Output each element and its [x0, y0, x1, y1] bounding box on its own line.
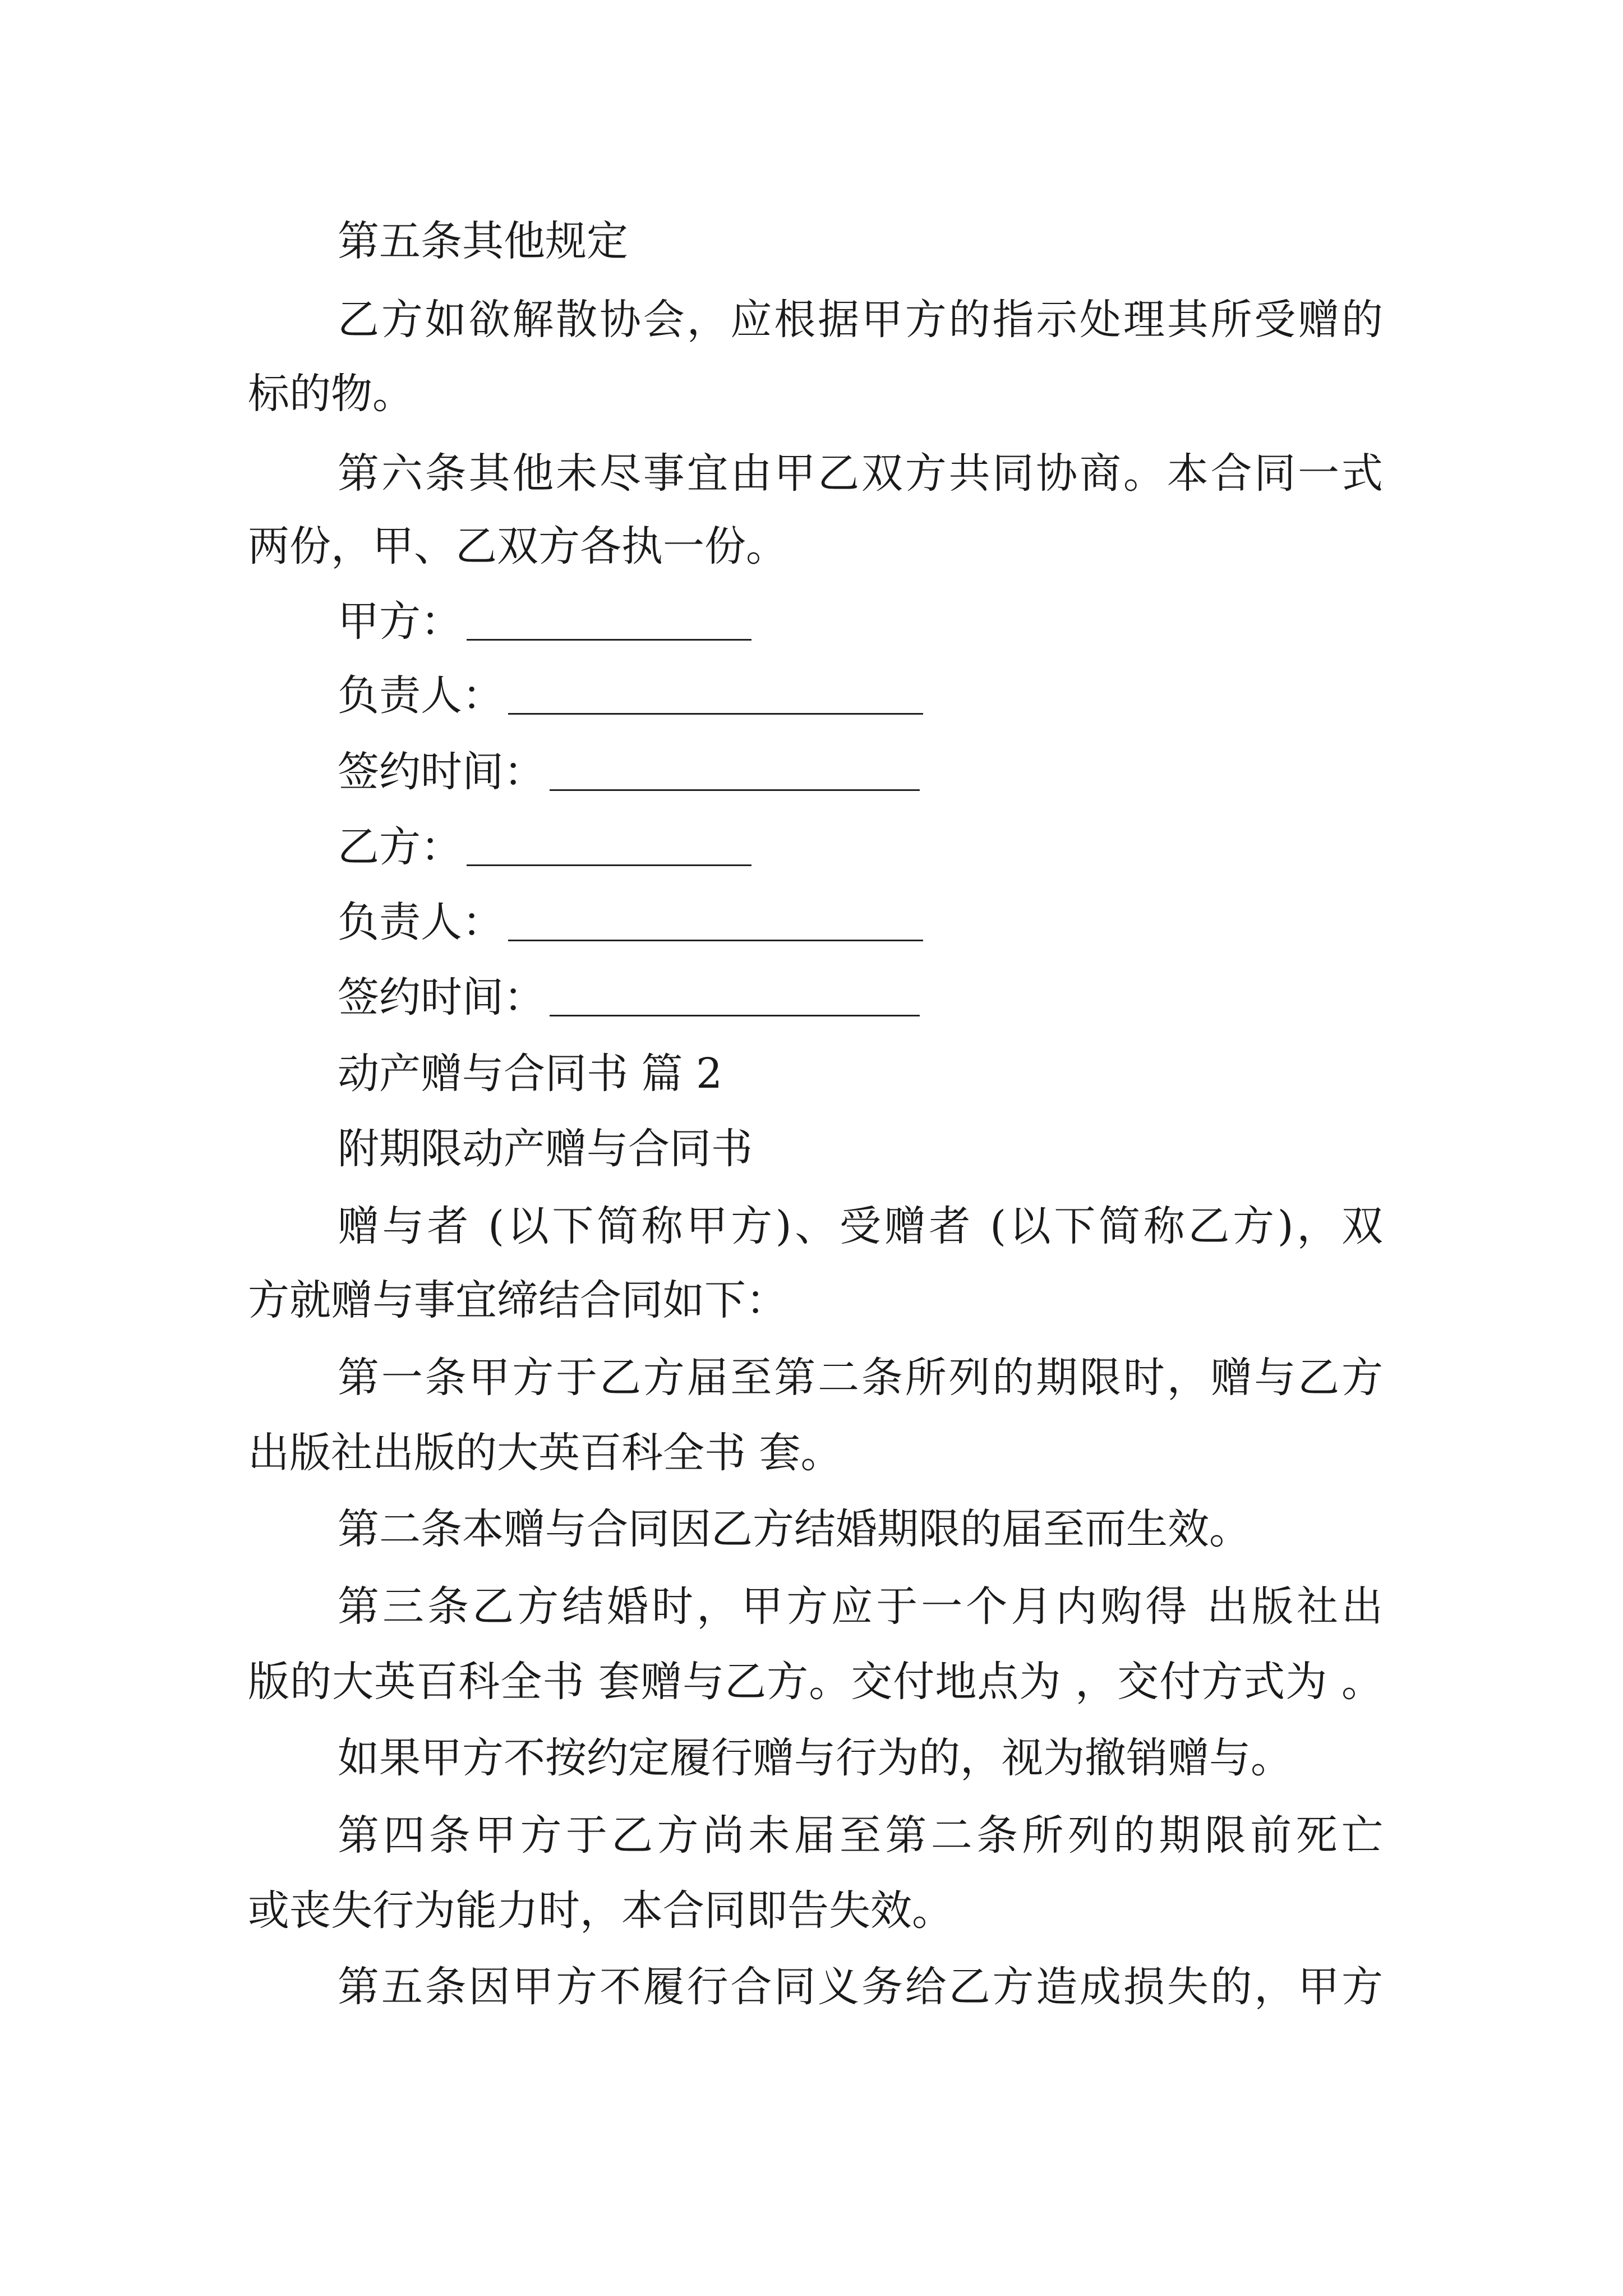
chapter-2-intro-line-2: 方就赠与事宜缔结合同如下： — [248, 1276, 787, 1324]
article-4-line-2: 或丧失行为能力时，本合同即告失效。 — [248, 1887, 953, 1935]
party-a-date-row — [338, 744, 920, 800]
party-b-label: 乙方： — [338, 823, 462, 871]
section-5-text-line-2: 标的物。 — [248, 370, 414, 418]
section-5-text-line-1: 乙方如欲解散协会，应根据甲方的指示处理其所受赠的 — [338, 296, 1383, 344]
party-b-blank-line — [467, 829, 751, 866]
party-a-signature-row — [338, 593, 751, 650]
chapter-2-heading: 动产赠与合同书 篇 2 — [338, 1050, 723, 1098]
article-4-line-1: 第四条甲方于乙方尚未届至第二条所列的期限前死亡 — [338, 1811, 1383, 1860]
party-b-signature-row — [338, 819, 751, 875]
article-2-line-1: 第二条本赠与合同因乙方结婚期限的届至而生效。 — [338, 1505, 1251, 1553]
article-3-line-1: 第三条乙方结婚时，甲方应于一个月内购得 出版社出 — [338, 1582, 1383, 1631]
article-5-line-1: 第五条因甲方不履行合同义务给乙方造成损失的，甲方 — [338, 1963, 1383, 2011]
party-a-blank-line — [467, 603, 751, 641]
party-b-date-row — [338, 969, 920, 1025]
party-b-rep-blank-line — [508, 904, 923, 941]
chapter-2-intro-line-1: 赠与者 (以下简称甲方)、受赠者 (以下简称乙方)，双 — [338, 1202, 1383, 1250]
party-b-rep-row — [338, 894, 923, 950]
party-b-date-blank-line — [550, 979, 920, 1016]
party-a-date-label: 签约时间： — [338, 748, 545, 796]
party-a-rep-row — [338, 668, 923, 724]
party-a-label: 甲方： — [338, 597, 462, 646]
party-b-rep-label: 负责人： — [338, 898, 504, 946]
article-1-line-1: 第一条甲方于乙方届至第二条所列的期限时，赠与乙方 — [338, 1354, 1383, 1402]
section-5-title: 第五条其他规定 — [338, 217, 628, 265]
section-6-text-line-1: 第六条其他未尽事宜由甲乙双方共同协商。本合同一式 — [338, 449, 1383, 498]
party-b-date-label: 签约时间： — [338, 973, 545, 1022]
section-6-text-line-2: 两份，甲、乙双方各执一份。 — [248, 522, 787, 570]
chapter-2-subtitle: 附期限动产赠与合同书 — [338, 1125, 753, 1173]
party-a-rep-blank-line — [508, 677, 923, 715]
article-3-line-3: 如果甲方不按约定履行赠与行为的，视为撤销赠与。 — [338, 1734, 1292, 1782]
party-a-rep-label: 负责人： — [338, 671, 504, 720]
article-1-line-2: 出版社出版的大英百科全书 套。 — [248, 1429, 842, 1477]
article-3-line-2: 版的大英百科全书 套赠与乙方。交付地点为 ，交付方式为 。 — [248, 1658, 1383, 1706]
party-a-date-blank-line — [550, 753, 920, 791]
